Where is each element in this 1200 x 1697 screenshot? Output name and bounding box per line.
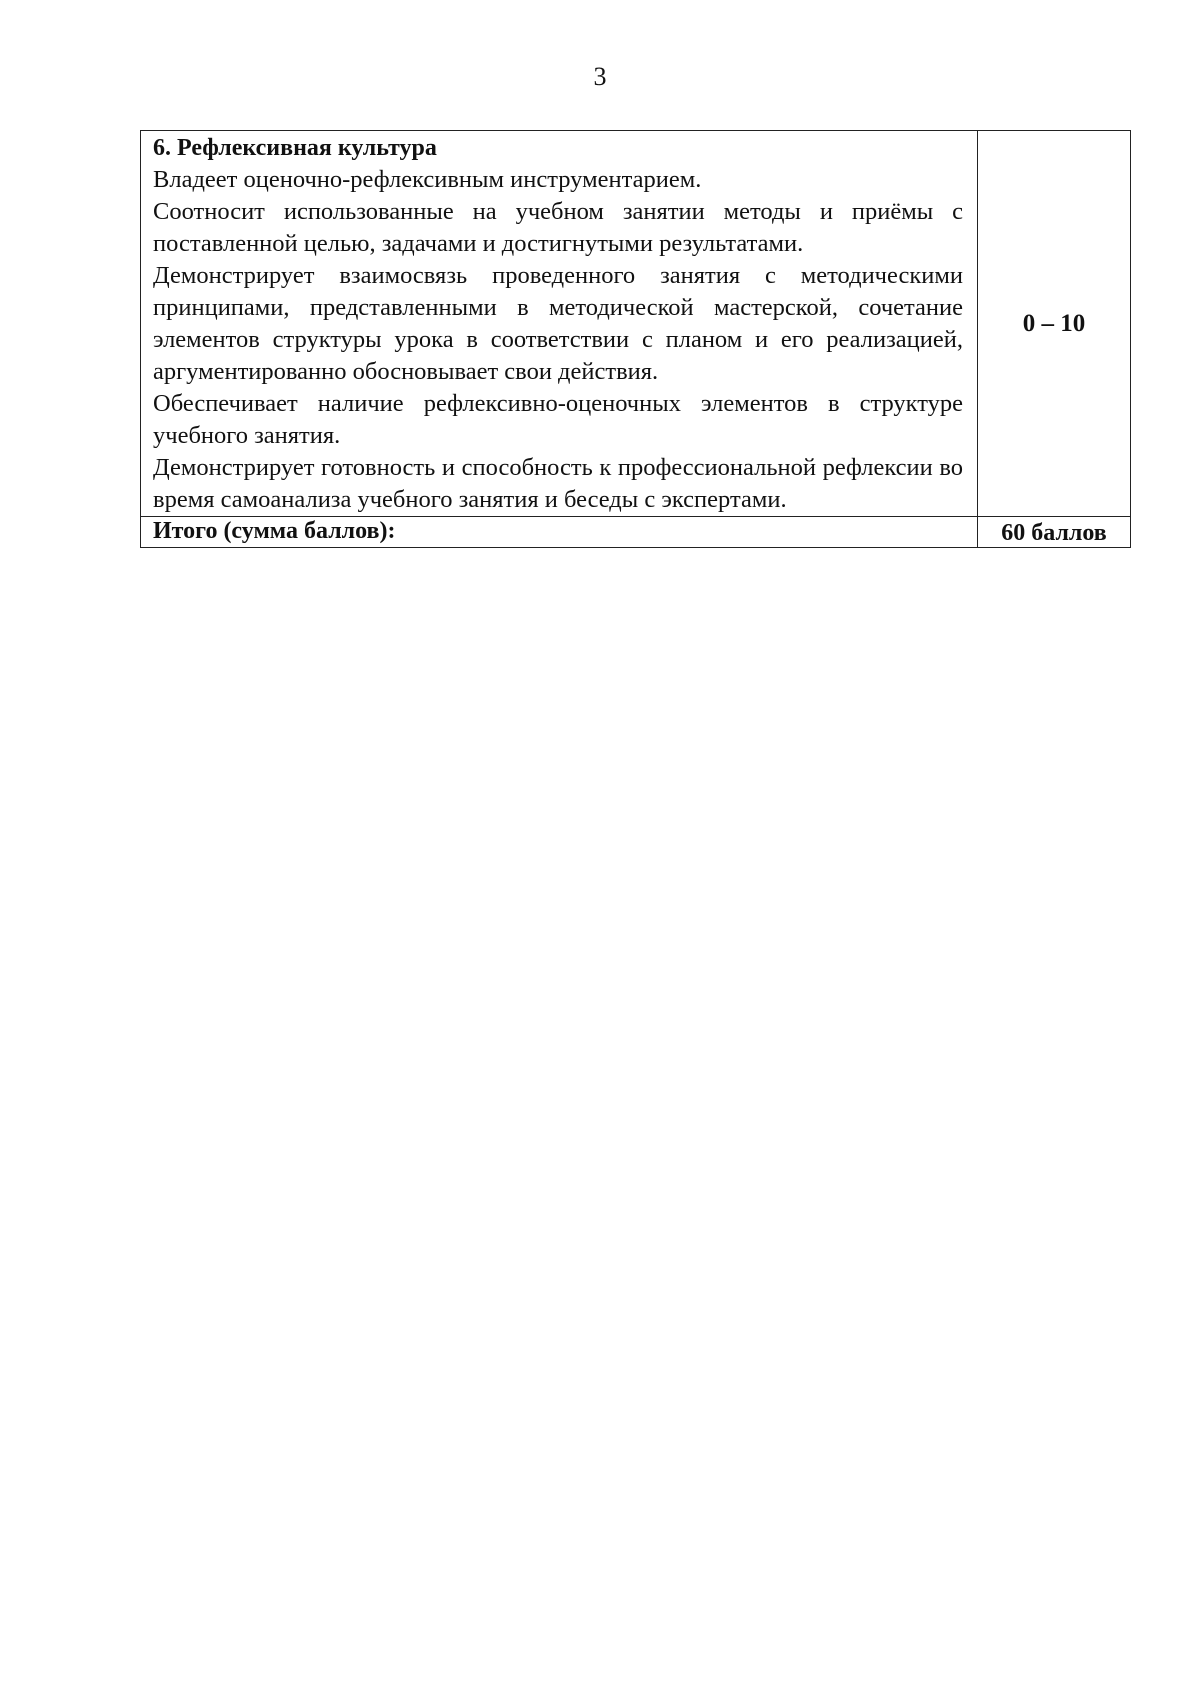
criterion-paragraph-5: Демонстрирует готовность и способность к профессиональной рефлексии во время самоанализа учебного занятия и беседы с экспертами. <box>153 454 963 513</box>
criterion-title: 6. Рефлексивная культура <box>153 135 437 161</box>
criterion-paragraph-2: Соотносит использованные на учебном занятии методы и приёмы с поставленной целью, задачами и достигнутыми результатами. <box>153 198 963 257</box>
criterion-description-cell <box>141 131 978 517</box>
total-label: Итого (сумма баллов): <box>141 517 978 548</box>
criterion-row <box>141 131 1131 517</box>
criterion-paragraph-1: Владеет оценочно-рефлексивным инструментарием. <box>153 166 702 193</box>
page-number: 3 <box>593 62 607 91</box>
criterion-score: 0 – 10 <box>978 131 1131 517</box>
criterion-paragraph-4: Обеспечивает наличие рефлексивно-оценочных элементов в структуре учебного занятия. <box>153 390 963 449</box>
total-value: 60 баллов <box>978 517 1131 548</box>
total-row <box>141 517 1131 548</box>
criterion-paragraph-3: Демонстрирует взаимосвязь проведенного занятия с методическими принципами, представленными в методической мастерской, сочетание элементов структуры урока в соответствии с планом и его реализацией, аргументированно обосновывает свои действия. <box>153 262 963 385</box>
criteria-table <box>140 130 1131 548</box>
